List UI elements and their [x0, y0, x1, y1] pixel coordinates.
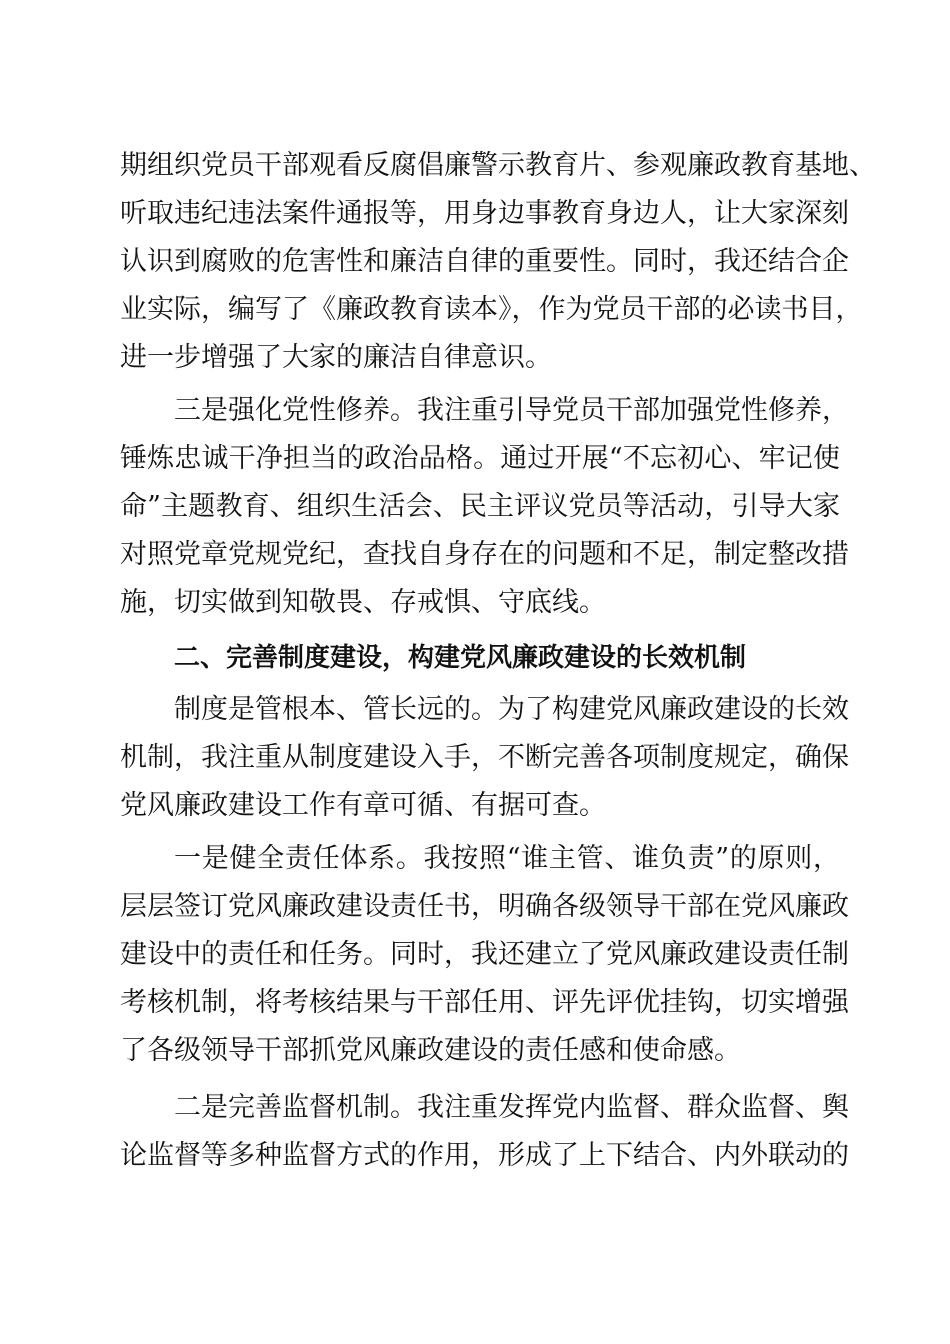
- paragraph-line: 二是完善监督机制。我注重发挥党内监督、群众监督、舆: [174, 1092, 849, 1123]
- paragraph-line: 命”主题教育、组织生活会、民主评议党员等活动，引导大家: [120, 491, 840, 522]
- paragraph-line: 对照党章党规党纪，查找自身存在的问题和不足，制定整改措: [120, 539, 849, 570]
- paragraph-line: 认识到腐败的危害性和廉洁自律的重要性。同时，我还结合企: [120, 246, 849, 277]
- section-heading: 二、完善制度建设，构建党风廉政建设的长效机制: [174, 643, 747, 673]
- paragraph-line: 层层签订党风廉政建设责任书，明确各级领导干部在党风廉政: [120, 891, 849, 922]
- paragraph-line: 制度是管根本、管长远的。为了构建党风廉政建设的长效: [174, 694, 849, 725]
- paragraph-line: 三是强化党性修养。我注重引导党员干部加强党性修养，: [174, 395, 849, 426]
- paragraph-line: 期组织党员干部观看反腐倡廉警示教育片、参观廉政教育基地、: [120, 150, 876, 181]
- paragraph-line: 论监督等多种监督方式的作用，形成了上下结合、内外联动的: [120, 1140, 849, 1171]
- paragraph-line: 一是健全责任体系。我按照“谁主管、谁负责”的原则，: [174, 843, 840, 874]
- paragraph-line: 机制，我注重从制度建设入手，不断完善各项制度规定，确保: [120, 742, 849, 773]
- paragraph-line: 了各级领导干部抓党风廉政建设的责任感和使命感。: [120, 1035, 741, 1066]
- paragraph-line: 业实际，编写了《廉政教育读本》，作为党员干部的必读书目，: [120, 294, 863, 325]
- paragraph-line: 进一步增强了大家的廉洁自律意识。: [120, 342, 552, 373]
- paragraph-line: 建设中的责任和任务。同时，我还建立了党风廉政建设责任制: [120, 939, 849, 970]
- paragraph-line: 听取违纪违法案件通报等，用身边事教育身边人，让大家深刻: [120, 198, 849, 229]
- paragraph-line: 施，切实做到知敬畏、存戒惧、守底线。: [120, 587, 606, 618]
- paragraph-line: 党风廉政建设工作有章可循、有据可查。: [120, 790, 606, 821]
- paragraph-line: 锤炼忠诚干净担当的政治品格。通过开展“不忘初心、牢记使: [120, 443, 840, 474]
- paragraph-line: 考核机制，将考核结果与干部任用、评先评优挂钩，切实增强: [120, 987, 849, 1018]
